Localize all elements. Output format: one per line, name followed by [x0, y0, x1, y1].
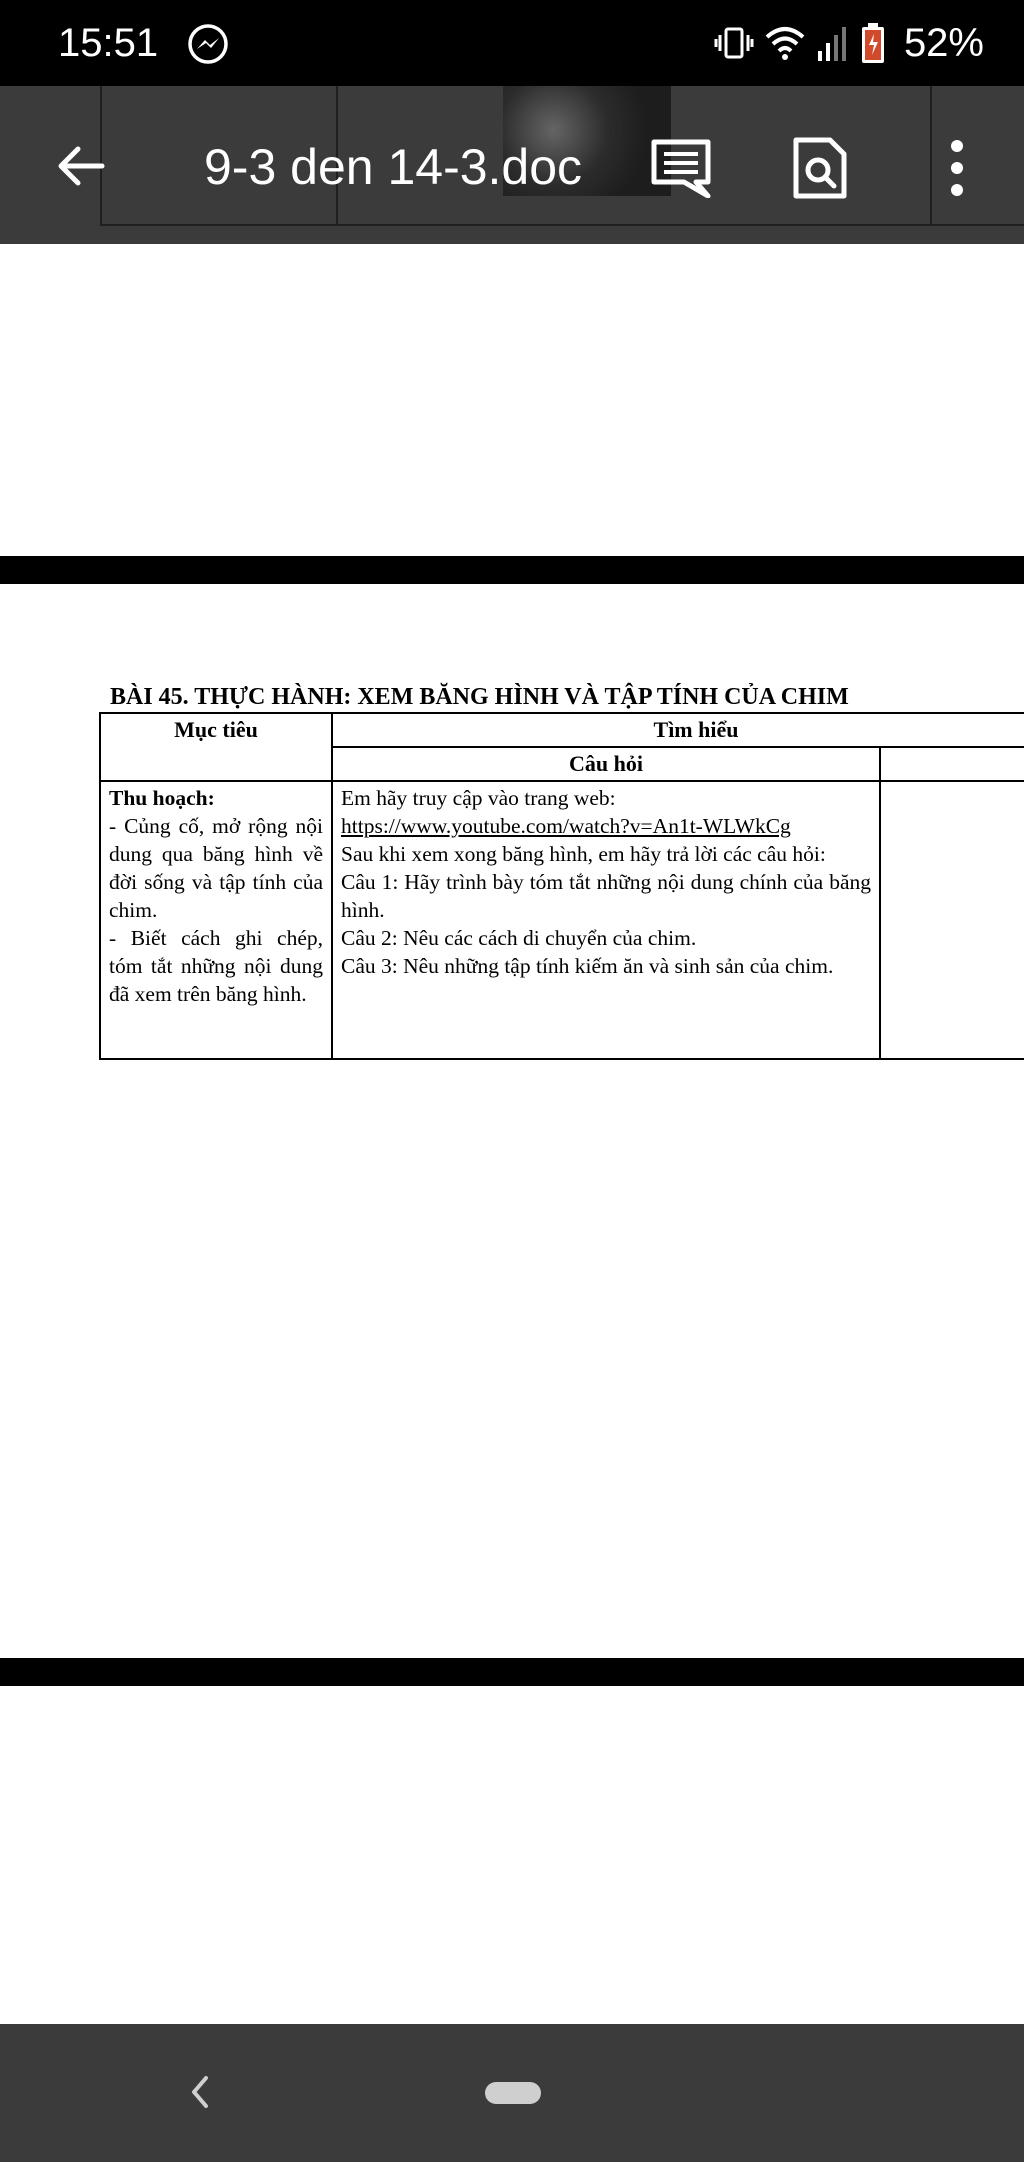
intro-text: Em hãy truy cập vào trang web:: [341, 786, 616, 810]
instruction-text: Sau khi xem xong băng hình, em hãy trả lời các câu hỏi:: [341, 842, 826, 866]
battery-icon: [860, 22, 886, 64]
more-vert-icon[interactable]: [946, 138, 968, 198]
question-2: Câu 2: Nêu các cách di chuyển của chim.: [341, 926, 697, 950]
status-icons: [714, 18, 984, 68]
lesson-heading: BÀI 45. THỰC HÀNH: XEM BĂNG HÌNH VÀ TẬP TÍNH CỦA CHIM: [110, 684, 849, 710]
battery-percent: 52%: [903, 21, 984, 65]
wifi-icon: [764, 23, 806, 63]
nav-back-icon[interactable]: [190, 2074, 210, 2110]
comments-icon[interactable]: [650, 138, 712, 198]
thu-hoach-title: Thu hoạch:: [109, 786, 215, 810]
header-cau-hoi: Câu hỏi: [332, 747, 880, 781]
question-3: Câu 3: Nêu những tập tính kiếm ăn và sinh sản của chim.: [341, 954, 834, 978]
find-in-document-icon[interactable]: [792, 136, 848, 200]
page-separator: [0, 556, 1024, 584]
header-tim-hieu: Tìm hiểu: [332, 713, 1024, 747]
status-bar: [0, 0, 1024, 86]
nav-home-pill[interactable]: [485, 2082, 541, 2104]
vibrate-icon: [714, 23, 754, 63]
app-bar: [0, 86, 1024, 244]
cell-thu-hoach: [100, 781, 332, 1059]
lesson-table: [99, 712, 1024, 1060]
cell-empty: [880, 781, 1024, 1059]
header-muc-tieu: Mục tiêu: [100, 713, 332, 781]
thu-hoach-line: - Củng cố, mở rộng nội dung qua băng hình về đời sống và tập tính của chim.: [109, 814, 323, 922]
signal-icon: [816, 23, 850, 63]
messenger-icon: [186, 22, 230, 66]
table-row: [100, 781, 1024, 1059]
youtube-link[interactable]: https://www.youtube.com/watch?v=An1t-WLWkCg: [341, 814, 791, 838]
question-1: Câu 1: Hãy trình bày tóm tắt những nội dung chính của băng hình.: [341, 870, 871, 922]
page-separator: [0, 1658, 1024, 1686]
document-title: 9-3 den 14-3.doc: [204, 139, 583, 195]
navigation-bar: [0, 2024, 1024, 2162]
cell-cau-hoi: [332, 781, 880, 1059]
status-time: 15:51: [58, 21, 159, 65]
back-arrow-icon[interactable]: [52, 138, 108, 194]
header-empty: [880, 747, 1024, 781]
table-row: [100, 713, 1024, 747]
thu-hoach-line: - Biết cách ghi chép, tóm tắt những nội dung đã xem trên băng hình.: [109, 926, 323, 1006]
